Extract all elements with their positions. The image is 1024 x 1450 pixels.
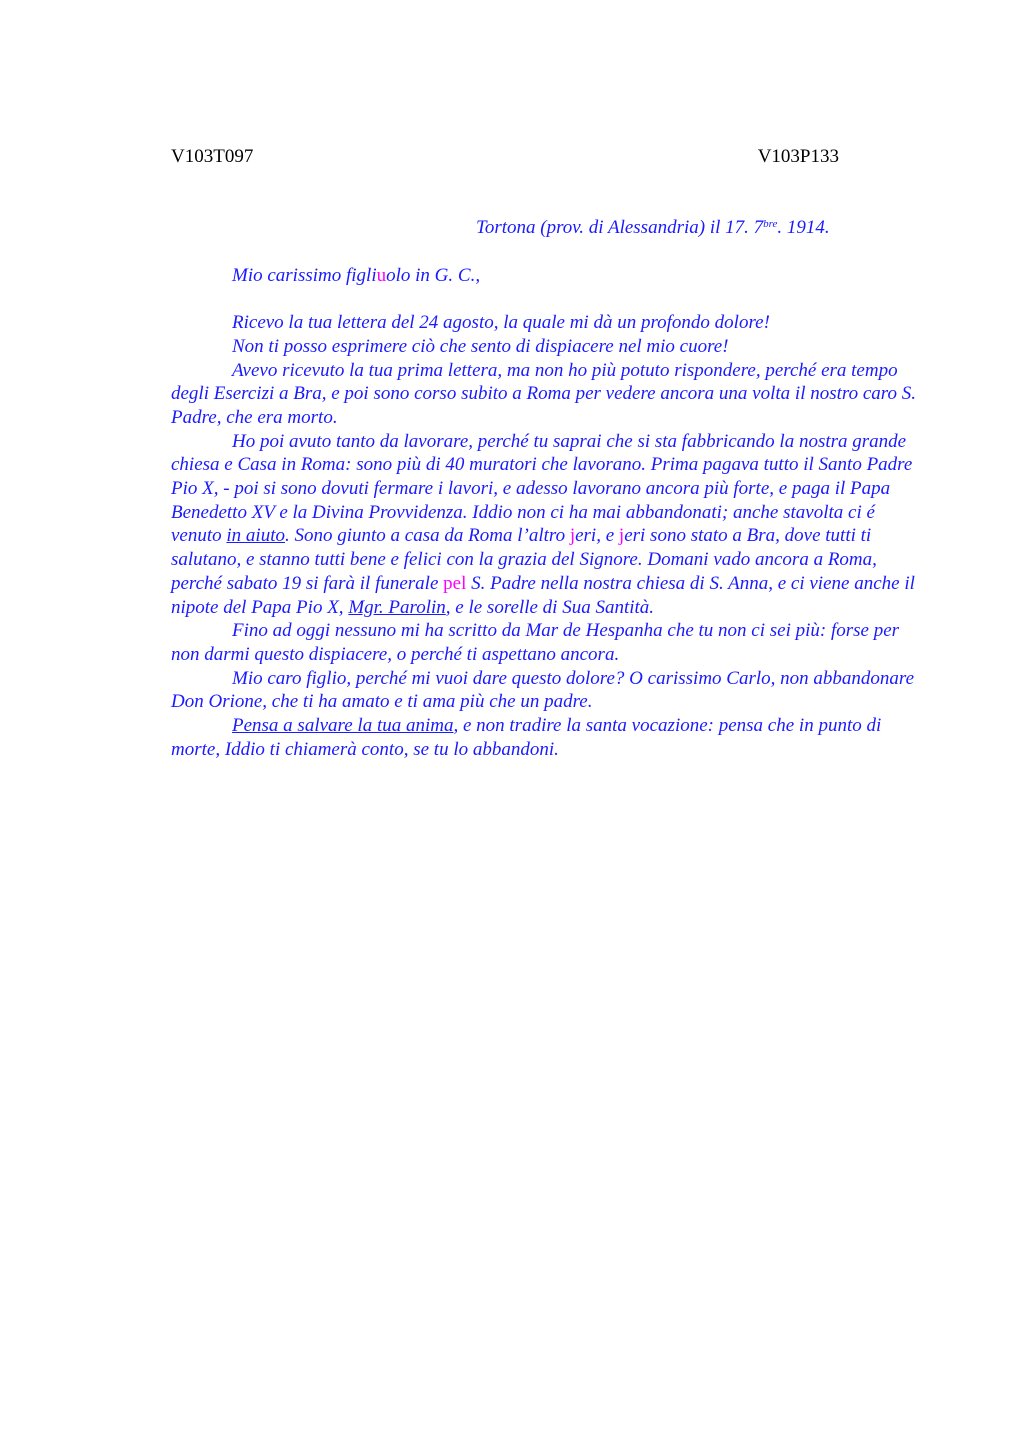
paragraph-7 [171,714,927,761]
page-header [171,146,839,170]
paragraph-4-text-5: S. Padre nella nostra chiesa di S. Anna, e ci viene anche il nipote del Papa Pio X, [171,572,915,618]
paragraph-4-text-4: eri sono stato a Bra, dove tutti ti salutano, e stanno tutti bene e felici con la grazia del Signore. Domani vado ancora a Roma, perché sabato 19 si farà il funerale [171,525,877,594]
paragraph-7-text: , e non tradire la santa vocazione: pensa che in punto di morte, Iddio ti chiamerà conto, se tu lo abbandoni. [171,715,882,760]
dateline-superscript: bre [763,218,778,230]
underlined-phrase-pensa: Pensa a salvare la tua anima [232,715,454,737]
editorial-correction-mark: j [618,525,625,547]
paragraph-4-text-3: eri, e [575,525,619,547]
letter-body [171,216,927,761]
paragraph-5: Fino ad oggi nessuno mi ha scritto da Mar de Hespanha che tu non ci sei più: forse per non darmi questo dispiacere, o perché ti aspettano ancora. [171,620,900,665]
paragraph-2: Non ti posso esprimere ciò che sento di dispiacere nel mio cuore! [232,335,729,357]
paragraph-1: Ricevo la tua lettera del 24 agosto, la quale mi dà un profondo dolore! [232,312,770,334]
paragraph-4-text-2: . Sono giunto a casa da Roma l’altro [285,525,570,547]
salutation-start: Mio carissimo figli [232,264,377,286]
salutation-end: olo in G. C., [386,264,481,286]
editorial-correction-mark: j [569,525,576,547]
paragraph-6: Mio caro figlio, perché mi vuoi dare questo dolore? O carissimo Carlo, non abbandonare Don Orione, che ti ha amato e ti ama più che un padre. [171,667,915,713]
paragraph-3: Avevo ricevuto la tua prima lettera, ma non ho più potuto rispondere, perché era tempo degli Esercizi a Bra, e poi sono corso subito a Roma per vedere ancora una volta il nostro caro S. Padre, che era morto. [171,359,916,428]
document-code-right: V103P133 [757,146,839,167]
dateline-text: Tortona (prov. di Alessandria) il 17. 7 [476,217,764,238]
letter-dateline [476,216,927,240]
letter-salutation [232,264,927,288]
paragraph-4-text-1: Ho poi avuto tanto da lavorare, perché tu saprai che si sta fabbricando la nostra grande chiesa e Casa in Roma: sono più di 40 muratori che lavorano. Prima pagava tutto il Santo Padre Pio X, - poi si sono dovuti fermare i lavori, e adesso lavorano ancora più forte, e paga il Papa Benedetto XV e la Divina Provvidenza. Iddio non ci ha mai abbandonati; anche stavolta ci é venuto [171,430,913,547]
dateline-year: . 1914. [777,217,830,238]
underlined-phrase-in-aiuto: in aiuto [226,525,285,547]
paragraph-4-text-6: , e le sorelle di Sua Santità. [445,596,655,618]
document-code-left: V103T097 [171,146,254,167]
paragraph-4 [171,430,927,620]
underlined-name-mgr-parolin: Mgr. Parolin [348,596,446,618]
editorial-correction-mark: pel [443,572,467,594]
editorial-correction-mark: u [376,264,387,286]
